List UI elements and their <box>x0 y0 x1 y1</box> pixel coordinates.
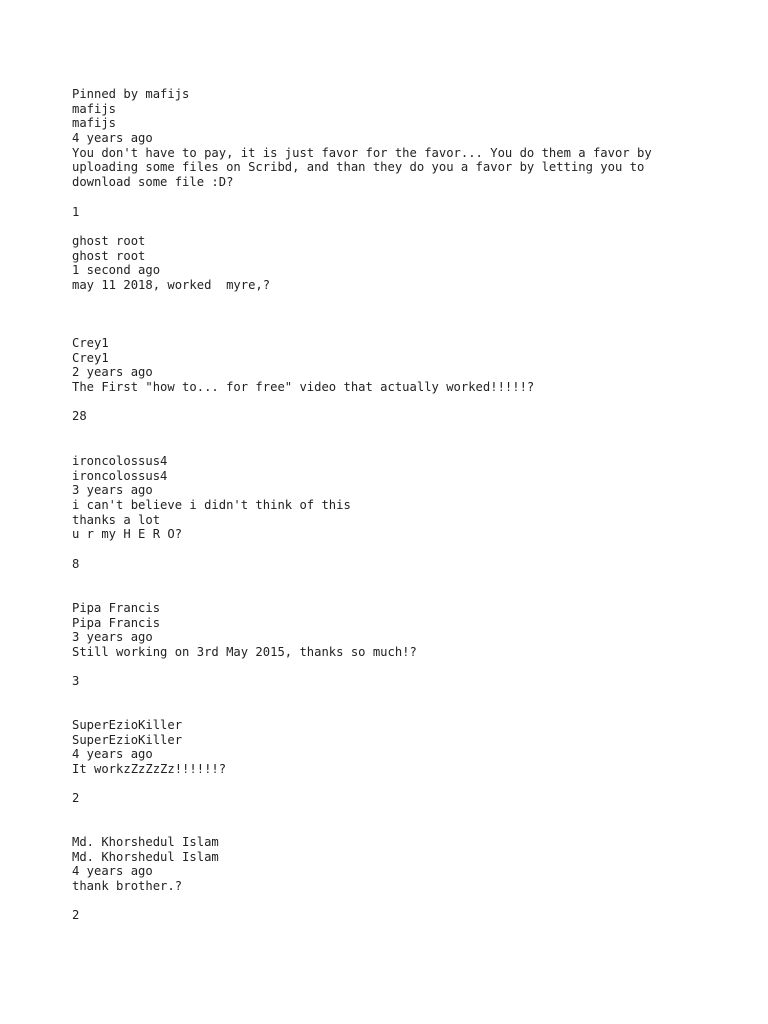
comment-text-line: You don't have to pay, it is just favor for the favor... You do them a favor by <box>72 145 652 160</box>
comment-text-line: uploading some files on Scribd, and than they do you a favor by letting you to <box>72 160 645 175</box>
like-count: 2 <box>72 791 80 806</box>
comment-author-link[interactable]: Crey1 <box>72 336 109 350</box>
comment-timestamp[interactable]: 3 years ago <box>72 630 153 645</box>
comment-author-name: Pipa Francis <box>72 615 161 630</box>
comment-author-name: ironcolossus4 <box>72 468 168 483</box>
comment-author-link[interactable]: mafijs <box>72 101 117 116</box>
comment-author-link[interactable]: SuperEzioKiller <box>72 718 183 732</box>
comment-text-line: thanks a lot <box>72 512 161 527</box>
comment-author-name: ghost root <box>72 248 146 263</box>
like-count: 1 <box>72 204 80 219</box>
like-count: 3 <box>72 674 80 689</box>
comment-item <box>72 601 732 689</box>
comment-text-line: The First "how to... for free" video that actually worked!!!!!? <box>72 380 535 395</box>
comment-author-link[interactable]: ghost root <box>72 234 146 248</box>
like-count <box>72 307 732 322</box>
comment-timestamp[interactable]: 2 years ago <box>72 365 153 380</box>
comment-author-name: mafijs <box>72 116 117 131</box>
like-count: 8 <box>72 556 80 571</box>
comment-author-name: SuperEzioKiller <box>72 732 183 747</box>
comment-item <box>72 87 732 219</box>
comment-item <box>72 234 732 322</box>
comment-author-name: Crey1 <box>72 350 109 365</box>
comment-timestamp[interactable]: 1 second ago <box>72 263 161 278</box>
like-count: 2 <box>72 908 80 923</box>
like-count: 28 <box>72 409 87 424</box>
comment-author-name: Md. Khorshedul Islam <box>72 849 219 864</box>
comment-text-line: download some file :D? <box>72 175 234 190</box>
comment-text-line: thank brother.? <box>72 879 183 894</box>
comment-text-line: It workzZzZzZz!!!!!!? <box>72 762 227 777</box>
comment-timestamp[interactable]: 3 years ago <box>72 483 153 498</box>
comment-timestamp[interactable]: 4 years ago <box>72 747 153 762</box>
comment-timestamp[interactable]: 4 years ago <box>72 864 153 879</box>
comment-item <box>72 835 732 923</box>
comment-author-link[interactable]: Pipa Francis <box>72 601 161 615</box>
comment-text-line: may 11 2018, worked myre,? <box>72 278 271 293</box>
comment-item <box>72 336 732 424</box>
comment-author-link[interactable]: ironcolossus4 <box>72 454 168 468</box>
comment-text-line: u r my H E R O? <box>72 527 183 542</box>
comment-timestamp[interactable]: 4 years ago <box>72 131 153 146</box>
comment-item <box>72 718 732 806</box>
pinned-label: Pinned by mafijs <box>72 87 190 101</box>
comment-author-link[interactable]: Md. Khorshedul Islam <box>72 835 219 849</box>
comment-item <box>72 454 732 572</box>
comment-text-line: Still working on 3rd May 2015, thanks so much!? <box>72 645 417 660</box>
comment-text-line: i can't believe i didn't think of this <box>72 498 351 513</box>
